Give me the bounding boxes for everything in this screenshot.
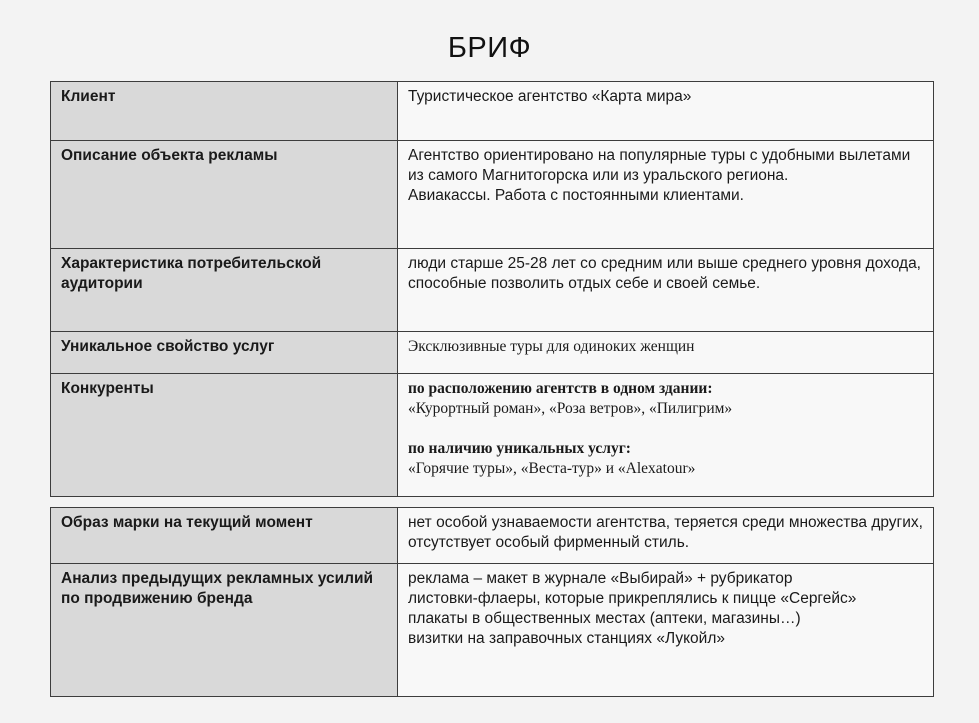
value-line: визитки на заправочных станциях «Лукойл» bbox=[408, 630, 725, 647]
value-line: нет особой узнаваемости агентства, теряется среди множества других, отсутствует особый фирменный стиль. bbox=[408, 514, 923, 551]
row-label-audience: Характеристика потребительской аудитории bbox=[51, 249, 398, 332]
row-value-brand-image bbox=[398, 508, 934, 564]
competitors-heading-unique: по наличию уникальных услуг: bbox=[408, 440, 631, 457]
value-line: Эксклюзивные туры для одиноких женщин bbox=[408, 338, 695, 355]
competitors-list-location: «Курортный роман», «Роза ветров», «Пилигрим» bbox=[408, 400, 733, 417]
brief-table-main bbox=[50, 81, 934, 497]
competitors-heading-location: по расположению агентств в одном здании: bbox=[408, 380, 713, 397]
value-line: листовки-флаеры, которые прикреплялись к пицце «Сергейс» bbox=[408, 590, 857, 607]
table-row bbox=[51, 564, 934, 697]
table-row bbox=[51, 249, 934, 332]
row-label-ad-object: Описание объекта рекламы bbox=[51, 141, 398, 249]
table-row bbox=[51, 508, 934, 564]
page-title: БРИФ bbox=[447, 32, 532, 64]
value-line: плакаты в общественных местах (аптеки, магазины…) bbox=[408, 610, 801, 627]
row-value-ad-object bbox=[398, 141, 934, 249]
value-line: реклама – макет в журнале «Выбирай» + рубрикатор bbox=[408, 570, 793, 587]
table-row bbox=[51, 374, 934, 497]
row-value-audience bbox=[398, 249, 934, 332]
row-label-client: Клиент bbox=[51, 82, 398, 141]
value-line: люди старше 25-28 лет со средним или выше среднего уровня дохода, способные позволить отдых себе и своей семье. bbox=[408, 255, 921, 292]
value-line: Авиакассы. Работа с постоянными клиентами. bbox=[408, 187, 744, 204]
table-row bbox=[51, 141, 934, 249]
row-label-prev-advertising: Анализ предыдущих рекламных усилий по продвижению бренда bbox=[51, 564, 398, 697]
row-value-usp bbox=[398, 332, 934, 374]
value-line: Агентство ориентировано на популярные туры с удобными вылетами из самого Магнитогорска или из уральского региона. bbox=[408, 147, 911, 184]
table-row bbox=[51, 82, 934, 141]
row-value-client bbox=[398, 82, 934, 141]
row-label-brand-image: Образ марки на текущий момент bbox=[51, 508, 398, 564]
row-value-prev-advertising bbox=[398, 564, 934, 697]
row-label-usp: Уникальное свойство услуг bbox=[51, 332, 398, 374]
value-line: Туристическое агентство «Карта мира» bbox=[408, 88, 692, 105]
row-label-competitors: Конкуренты bbox=[51, 374, 398, 497]
table-row bbox=[51, 332, 934, 374]
brief-table-brand bbox=[50, 507, 934, 697]
row-value-competitors bbox=[398, 374, 934, 497]
competitors-list-unique: «Горячие туры», «Веста-тур» и «Alexatour» bbox=[408, 460, 696, 477]
